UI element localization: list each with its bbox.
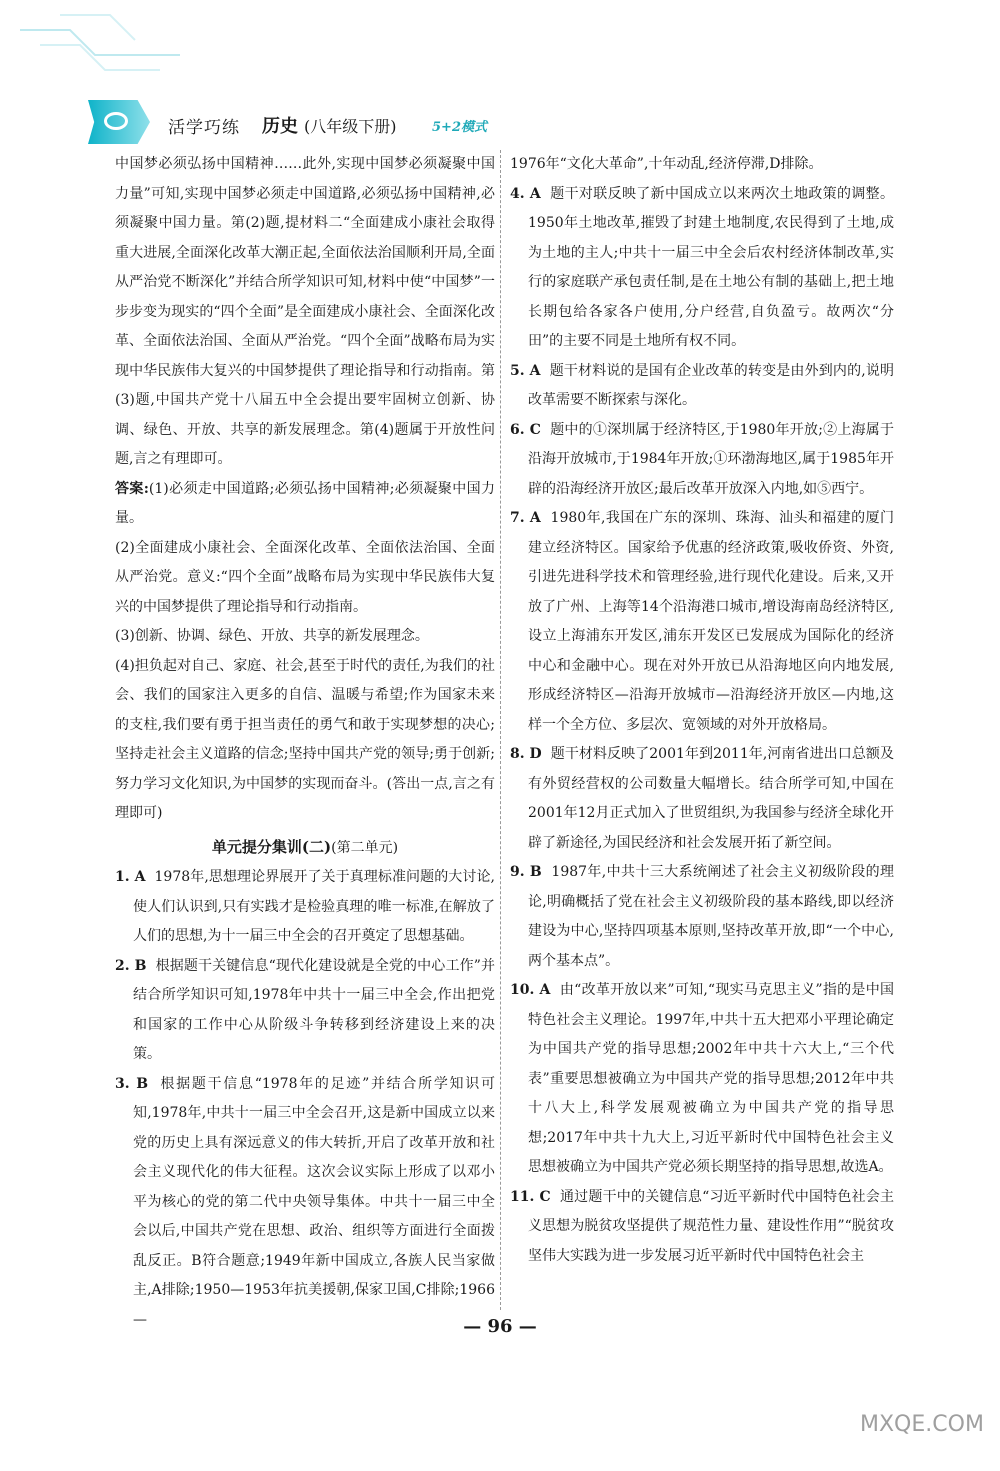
question-11	[510, 1183, 894, 1272]
question-4-number: 4. A	[510, 185, 541, 202]
question-8-text: 题干材料反映了2001年到2011年,河南省进出口总额及有外贸经营权的公司数量大幅增长。结合所学可知,中国在2001年12月正式加入了世贸组织,为我国参与经济全球化开辟了新途径,为国民经济和社会发展开拓了新空间。	[528, 746, 894, 851]
question-5	[510, 357, 894, 416]
section-subtitle: (第二单元)	[331, 839, 399, 856]
question-9-number: 9. B	[510, 864, 542, 880]
section-title: 单元提分集训(二)	[211, 837, 332, 856]
eye-icon	[104, 112, 128, 130]
question-5-number: 5. A	[510, 362, 541, 379]
question-6	[510, 416, 894, 505]
question-7	[510, 504, 894, 740]
question-11-number: 11. C	[510, 1188, 551, 1205]
question-4-text: 题干对联反映了新中国成立以来两次土地政策的调整。1950年土地改革,摧毁了封建土地制度,农民得到了土地,成为土地的主人;中共十一届三中全会后农村经济体制改革,实行的家庭联产承包责任制,是在土地公有制的基础上,把土地长期包给各家各户使用,分户经营,自负盈亏。故两次“分田”的主要不同是土地所有权不同。	[528, 185, 894, 349]
question-6-text: 题中的①深圳属于经济特区,于1980年开放;②上海属于沿海开放城市,于1984年开放;①环渤海地区,属于1985年开辟的沿海经济开放区;最后改革开放深入内地,如⑤西宁。	[528, 421, 895, 497]
answer-1	[115, 475, 495, 534]
question-10-number: 10. A	[510, 982, 551, 998]
question-1-text: 1978年,思想理论界展开了关于真理标准问题的大讨论,使人们认识到,只有实践才是检验真理的唯一标准,在解放了人们的思想,为十一届三中全会的召开奠定了思想基础。	[133, 869, 495, 944]
question-8	[510, 740, 894, 858]
question-9	[510, 858, 894, 976]
question-1-number: 1. A	[115, 869, 146, 885]
answer-1-text: (1)必须走中国道路;必须弘扬中国精神;必须凝聚中国力量。	[115, 480, 495, 526]
question-8-number: 8. D	[510, 746, 542, 762]
question-4	[510, 180, 894, 357]
answer-4: (4)担负起对自己、家庭、社会,甚至于时代的责任,为我们的社会、我们的国家注入更多的自信、温暖与希望;作为国家未来的支柱,我们要有勇于担当责任的勇气和敢于实现梦想的决心;坚持走社会主义道路的信念;坚持中国共产党的领导;勇于创新;努力学习文化知识,为中国梦的实现而奋斗。(答出一点,言之有理即可)	[115, 657, 495, 821]
page-header	[0, 0, 1000, 150]
question-2-text: 根据题干关键信息“现代化建设就是全党的中心工作”并结合所学知识可知,1978年中共十一届三中全会,作出把党和国家的工作中心从阶级斗争转移到经济建设上来的决策。	[133, 957, 495, 1062]
question-3	[115, 1070, 495, 1336]
question-2-number: 2. B	[115, 957, 147, 974]
section-heading	[115, 829, 495, 864]
question-1	[115, 863, 495, 952]
subject-title: 历史	[262, 116, 298, 137]
question-7-text: 1980年,我国在广东的深圳、珠海、汕头和福建的厦门建立经济特区。国家给予优惠的经济政策,吸收侨资、外资,引进先进科学技术和管理经验,进行现代化建设。后来,又开放了广州、上海等14个沿海港口城市,增设海南岛经济特区,设立上海浦东开发区,浦东开发区已发展成为国际化的经济中心和金融中心。现在对外开放已从沿海地区向内地发展,形成经济特区—沿海开放城市—沿海经济开放区—内地,这样一个全方位、多层次、宽领域的对外开放格局。	[528, 510, 895, 733]
question-7-number: 7. A	[510, 510, 541, 526]
question-10	[510, 976, 894, 1183]
question-10-text: 由“改革开放以来”可知,“现实马克思主义”指的是中国特色社会主义理论。1997年,中共十五大把邓小平理论确定为中国共产党的指导思想;2002年中共十六大上,“三个代表”重要思想被确立为中国共产党的指导思想;2012年中共十八大上,科学发展观被确立为中国共产党的指导思想;2017年中共十九大上,习近平新时代中国特色社会主义思想被确立为中国共产党必须长期坚持的指导思想,故选A。	[528, 982, 895, 1175]
question-3-continued: 1976年“文化大革命”,十年动乱,经济停滞,D排除。	[510, 156, 823, 172]
question-6-number: 6. C	[510, 421, 541, 438]
series-title: 活学巧练	[168, 118, 240, 138]
question-9-text: 1987年,中共十三大系统阐述了社会主义初级阶段的理论,明确概括了党在社会主义初级阶段的基本路线,即以经济建设为中心,坚持四项基本原则,坚持改革开放,即“一个中心,两个基本点”。	[528, 864, 895, 969]
column-divider	[500, 150, 502, 1310]
watermark: MXQE.COM	[860, 1412, 984, 1437]
analysis-paragraph: 中国梦必须弘扬中国精神……此外,实现中国梦必须凝聚中国力量”可知,实现中国梦必须走中国道路,必须弘扬中国精神,必须凝聚中国力量。第(2)题,提材料二“全面建成小康社会取得重大进展,全面深化改革大潮正起,全面依法治国顺利开局,全面从严治党不断深化”并结合所学知识可知,材料中使“中国梦”一步步变为现实的“四个全面”是全面建成小康社会、全面深化改革、全面依法治国、全面从严治党。“四个全面”战略布局为实现中华民族伟大复兴的中国梦提供了理论指导和行动指南。第(3)题,中国共产党十八届五中全会提出要牢固树立创新、协调、绿色、开放、共享的新发展理念。第(4)题属于开放性问题,言之有理即可。	[115, 156, 495, 467]
answer-label: 答案:	[115, 480, 149, 497]
question-2	[115, 952, 495, 1070]
header-decoration	[0, 0, 300, 150]
left-column	[115, 150, 495, 1335]
answer-3: (3)创新、协调、绿色、开放、共享的新发展理念。	[115, 628, 429, 644]
mode-badge: 5+2模式	[432, 120, 487, 135]
answer-2: (2)全面建成小康社会、全面深化改革、全面依法治国、全面从严治党。意义:“四个全面”战略布局为实现中华民族伟大复兴的中国梦提供了理论指导和行动指南。	[115, 539, 495, 615]
grade-label: (八年级下册)	[304, 117, 397, 136]
right-column	[510, 150, 894, 1271]
question-11-text: 通过题干中的关键信息“习近平新时代中国特色社会主义思想为脱贫攻坚提供了规范性力量、建设性作用”“脱贫攻坚伟大实践为进一步发展习近平新时代中国特色社会主	[528, 1188, 895, 1264]
question-5-text: 题干材料说的是国有企业改革的转变是由外到内的,说明改革需要不断探索与深化。	[528, 362, 894, 408]
page-number: — 96 —	[463, 1316, 537, 1337]
question-3-number: 3. B	[115, 1075, 149, 1092]
question-3-text: 根据题干信息“1978年的足迹”并结合所学知识可知,1978年,中共十一届三中全会召开,这是新中国成立以来党的历史上具有深远意义的伟大转折,开启了改革开放和社会主义现代化的伟大征程。这次会议实际上形成了以邓小平为核心的党的第二代中央领导集体。中共十一届三中全会以后,中国共产党在思想、政治、组织等方面进行全面拨乱反正。B符合题意;1949年新中国成立,各族人民当家做主,A排除;1950—1953年抗美援朝,保家卫国,C排除;1966—	[133, 1075, 495, 1328]
